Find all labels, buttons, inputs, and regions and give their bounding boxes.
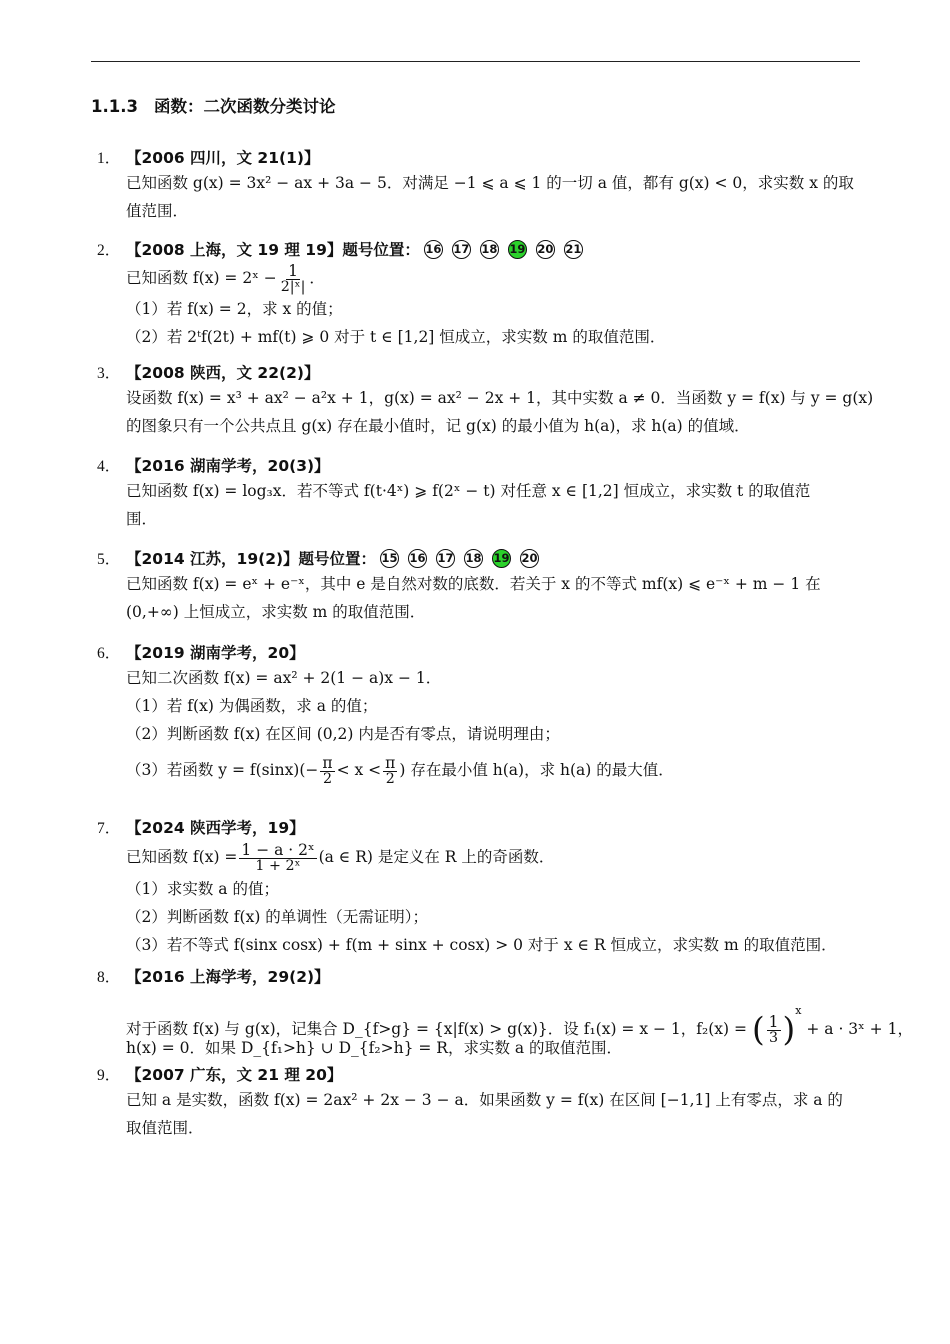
problem-text: 已知函数 g(x) = 3x² − ax + 3a − 5．对满足 −1 ⩽ a ⩽ 1 的一切 a 值，都有 g(x) < 0，求实数 x 的取 xyxy=(126,174,854,192)
problem-source: 【2016 湖南学考，20(3)】 xyxy=(126,457,330,475)
denominator: 2 xyxy=(322,771,333,788)
problem-text: （2）判断函数 f(x) 的单调性（无需证明）； xyxy=(126,908,429,926)
problem-text: （1）求实数 a 的值； xyxy=(126,880,279,898)
problem-source: 【2007 广东，文 21 理 20】 xyxy=(126,1066,343,1084)
problem-6 xyxy=(97,640,862,792)
problem-text: 已知二次函数 f(x) = ax² + 2(1 − a)x − 1． xyxy=(126,669,442,687)
fraction xyxy=(320,755,334,787)
problem-number: 3． xyxy=(97,365,121,382)
question-number-marker: 17 xyxy=(452,240,471,259)
problem-source: 【2019 湖南学考，20】 xyxy=(126,644,305,662)
problem-text: （1）若 f(x) = 2，求 x 的值； xyxy=(126,300,343,318)
problem-source: 【2008 上海，文 19 理 19】题号位置： xyxy=(126,241,420,259)
problem-number: 8． xyxy=(97,969,121,986)
fraction xyxy=(279,263,308,295)
question-number-marker: 20 xyxy=(520,549,539,568)
problem-text: 值范围． xyxy=(126,202,189,220)
denominator: 2|ˣ| xyxy=(280,279,306,296)
denominator: 3 xyxy=(769,1030,779,1047)
question-number-marker: 17 xyxy=(436,549,455,568)
problem-text: （2）若 2ᵗf(2t) + mf(t) ⩾ 0 对于 t ∈ [1,2] 恒成立，求实数 m 的取值范围． xyxy=(126,328,666,346)
formula-text: （3）若函数 y = f(sinx)(− xyxy=(126,761,319,779)
problem-3 xyxy=(97,360,874,440)
numerator: π xyxy=(322,753,333,772)
problem-number: 2． xyxy=(97,242,121,259)
formula-text: < x < xyxy=(336,761,382,779)
question-position-markers xyxy=(380,549,539,568)
problem-text: （2）判断函数 f(x) 在区间 (0,2) 内是否有零点，请说明理由； xyxy=(126,725,560,743)
question-number-marker: 21 xyxy=(564,240,583,259)
formula-text: ) 存在最小值 h(a)，求 h(a) 的最大值． xyxy=(399,761,674,779)
right-paren: ) xyxy=(782,1010,796,1049)
problem-number: 5． xyxy=(97,551,121,568)
numerator: 1 xyxy=(288,261,298,280)
problem-8 xyxy=(97,964,913,1062)
numerator: π xyxy=(385,753,396,772)
problem-text: （3）若不等式 f(sinx cosx) + f(m + sinx + cosx) > 0 对于 x ∈ R 恒成立，求实数 m 的取值范围． xyxy=(126,936,837,954)
left-paren: ( xyxy=(751,1010,765,1049)
problem-4 xyxy=(97,453,862,533)
problem-text: （1）若 f(x) 为偶函数，求 a 的值； xyxy=(126,697,378,715)
problem-text: 围． xyxy=(126,510,158,528)
problem-number: 6． xyxy=(97,645,121,662)
section-title xyxy=(91,93,335,117)
numerator: 1 xyxy=(768,1012,779,1031)
question-number-marker: 18 xyxy=(464,549,483,568)
problem-number: 9． xyxy=(97,1067,121,1084)
problem-number: 4． xyxy=(97,458,121,475)
section-title-text: 函数：二次函数分类讨论 xyxy=(153,97,336,116)
formula-text: ． xyxy=(309,269,325,287)
fraction xyxy=(239,842,316,874)
problem-source: 【2016 上海学考，29(2)】 xyxy=(126,968,330,986)
question-number-marker: 16 xyxy=(424,240,443,259)
question-number-marker: 18 xyxy=(480,240,499,259)
question-number-marker: 15 xyxy=(380,549,399,568)
section-number: 1.1.3 xyxy=(91,97,138,116)
problem-number: 7． xyxy=(97,820,121,837)
problem-7 xyxy=(97,815,862,959)
formula-text: 已知函数 f(x) = 2ˣ − xyxy=(126,269,277,287)
formula-text: 对于函数 f(x) 与 g(x)，记集合 D_{f>g} = {x|f(x) > g(x)}．设 f₁(x) = x − 1，f₂(x) = xyxy=(126,1020,747,1038)
formula-text: 已知函数 f(x) = xyxy=(126,848,238,866)
problem-text xyxy=(126,748,862,792)
fraction xyxy=(383,755,397,787)
question-position-markers xyxy=(424,240,583,259)
problem-text: (0,+∞) 上恒成立，求实数 m 的取值范围． xyxy=(126,603,426,621)
denominator: 1 + 2ˣ xyxy=(255,858,301,875)
problem-text: 设函数 f(x) = x³ + ax² − a²x + 1，g(x) = ax² − 2x + 1，其中实数 a ≠ 0．当函数 y = f(x) 与 y = g(x) xyxy=(126,389,874,407)
exponent: x xyxy=(795,1004,802,1017)
problem-2 xyxy=(97,237,862,351)
problem-5 xyxy=(97,546,862,626)
numerator: 1 − a · 2ˣ xyxy=(241,840,315,859)
problem-text: 取值范围． xyxy=(126,1119,204,1137)
problem-source: 【2008 陕西，文 22(2)】 xyxy=(126,364,320,382)
problem-1 xyxy=(97,145,862,225)
problem-text xyxy=(126,261,862,295)
problem-source: 【2006 四川，文 21(1)】 xyxy=(126,149,320,167)
problem-9 xyxy=(97,1062,862,1142)
problem-number: 1． xyxy=(97,150,121,167)
formula-text: + a · 3ˣ + 1， xyxy=(806,1020,913,1038)
denominator: 2 xyxy=(385,771,395,788)
highlighted-question-marker: 19 xyxy=(508,240,527,259)
header-rule xyxy=(91,61,860,62)
highlighted-question-marker: 19 xyxy=(492,549,511,568)
problem-text: h(x) = 0．如果 D_{f₁>h} ∪ D_{f₂>h} = R，求实数 a 的取值范围． xyxy=(126,1039,623,1057)
problem-text: 已知 a 是实数，函数 f(x) = 2ax² + 2x − 3 − a．如果函数 y = f(x) 在区间 [−1,1] 上有零点，求 a 的 xyxy=(126,1091,843,1109)
problem-text: 已知函数 f(x) = eˣ + e⁻ˣ，其中 e 是自然对数的底数．若关于 x 的不等式 mf(x) ⩽ e⁻ˣ + m − 1 在 xyxy=(126,575,821,593)
question-number-marker: 16 xyxy=(408,549,427,568)
problem-text: 的图象只有一个公共点且 g(x) 存在最小值时，记 g(x) 的最小值为 h(a)，求 h(a) 的值域． xyxy=(126,417,750,435)
formula-text: (a ∈ R) 是定义在 R 上的奇函数． xyxy=(318,848,555,866)
problem-source: 【2014 江苏，19(2)】题号位置： xyxy=(126,550,377,568)
fraction xyxy=(767,1014,781,1046)
question-number-marker: 20 xyxy=(536,240,555,259)
problem-source: 【2024 陕西学考，19】 xyxy=(126,819,305,837)
problem-text xyxy=(126,839,862,875)
problem-text: 已知函数 f(x) = log₃x．若不等式 f(t·4ˣ) ⩾ f(2ˣ − t) 对任意 x ∈ [1,2] 恒成立，求实数 t 的取值范 xyxy=(126,482,811,500)
